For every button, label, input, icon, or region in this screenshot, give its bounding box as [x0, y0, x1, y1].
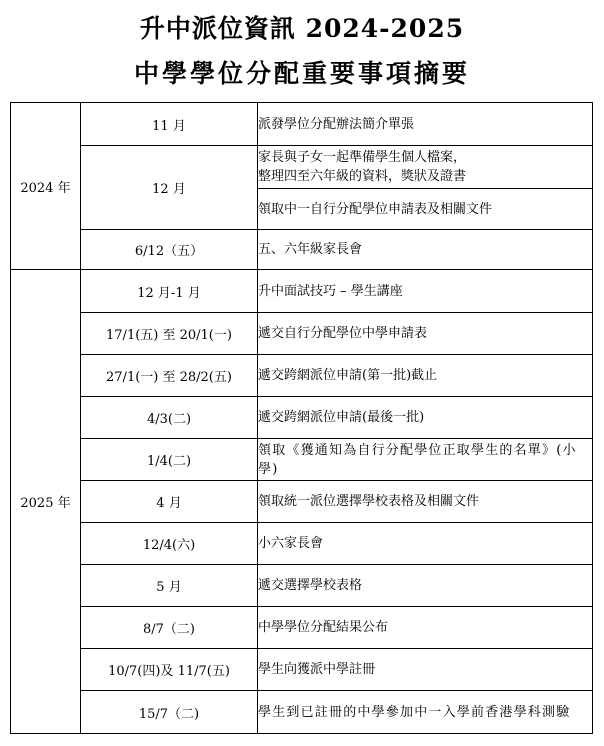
page-title: 升中派位資訊 2024-2025	[139, 14, 465, 43]
date-cell: 11 月	[81, 103, 258, 146]
date-cell: 4 月	[81, 481, 258, 523]
table-row	[11, 313, 593, 355]
date-cell: 12/4(六)	[81, 523, 258, 565]
event-text: 家長與子女一起準備學生個人檔案， 整理四至六年級的資料，獎狀及證書	[258, 150, 467, 184]
event-cell: 領取中一自行分配學位申請表及相關文件	[258, 189, 593, 230]
event-cell: 遞交跨網派位申請(最後一批)	[258, 397, 593, 439]
event-cell: 領取統一派位選擇學校表格及相關文件	[258, 481, 593, 523]
event-cell: 學生向獲派中學註冊	[258, 649, 593, 691]
event-cell: 學生到已註冊的中學參加中一入學前香港學科測驗	[258, 691, 593, 734]
table-row	[11, 103, 593, 146]
schedule-table	[10, 102, 593, 734]
date-cell: 8/7（二)	[81, 607, 258, 649]
event-cell: 小六家長會	[258, 523, 593, 565]
date-cell: 12 月	[81, 146, 258, 230]
table-row	[11, 649, 593, 691]
date-cell: 5 月	[81, 565, 258, 607]
table-row	[11, 607, 593, 649]
event-cell: 遞交選擇學校表格	[258, 565, 593, 607]
table-row	[11, 397, 593, 439]
event-cell: 遞交跨網派位申請(第一批)截止	[258, 355, 593, 397]
date-cell: 12 月-1 月	[81, 270, 258, 313]
page-subtitle: 中學學位分配重要事項摘要	[133, 59, 470, 88]
table-row	[11, 565, 593, 607]
date-cell: 6/12（五）	[81, 230, 258, 270]
table-row	[11, 146, 593, 189]
date-cell: 15/7（二)	[81, 691, 258, 734]
event-cell	[258, 146, 593, 189]
table-row	[11, 523, 593, 565]
year-cell-2024: 2024 年	[11, 103, 81, 270]
date-cell: 17/1(五) 至 20/1(一)	[81, 313, 258, 355]
event-cell: 領取《獲通知為自行分配學位正取學生的名單》(小學)	[258, 439, 593, 481]
table-row	[11, 355, 593, 397]
event-cell: 派發學位分配辦法簡介單張	[258, 103, 593, 146]
event-cell: 遞交自行分配學位中學申請表	[258, 313, 593, 355]
date-cell: 27/1(一) 至 28/2(五)	[81, 355, 258, 397]
date-cell: 4/3(二)	[81, 397, 258, 439]
table-row	[11, 481, 593, 523]
year-cell-2025: 2025 年	[11, 270, 81, 734]
table-row	[11, 270, 593, 313]
event-cell: 五、六年級家長會	[258, 230, 593, 270]
event-cell: 升中面試技巧 – 學生講座	[258, 270, 593, 313]
table-row	[11, 439, 593, 481]
date-cell: 1/4(二)	[81, 439, 258, 481]
table-row	[11, 691, 593, 734]
table-row	[11, 230, 593, 270]
date-cell: 10/7(四)及 11/7(五)	[81, 649, 258, 691]
event-cell: 中學學位分配結果公布	[258, 607, 593, 649]
